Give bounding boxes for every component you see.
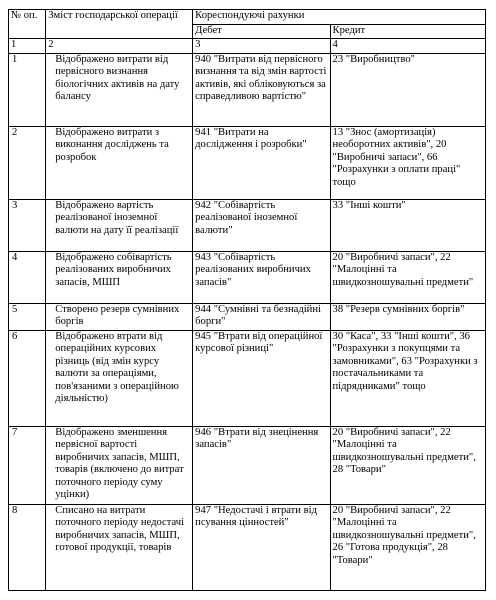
header-num: № оп. [9,10,46,39]
table-row [9,126,486,199]
index-row [9,39,486,54]
row-content: Відображено собівартість реалізованих виробничих запасів, МШП [46,251,193,303]
row-credit: 33 "Інші кошти" [330,199,485,251]
header-corresponding-accounts: Кореспондуючі рахунки [193,10,486,25]
table-row [9,251,486,303]
table-row [9,199,486,251]
row-debit: 943 "Собівартість реалізованих виробничих запасів" [193,251,330,303]
index-cell: 3 [193,39,330,54]
header-credit: Кредит [330,24,485,39]
row-num: 6 [9,330,46,426]
row-debit: 944 "Сумнівні та безнадійні борги" [193,303,330,330]
row-debit: 947 "Недостачі і втрати від псування цінностей" [193,504,330,590]
row-debit: 945 "Втрати від операційної курсової різниці" [193,330,330,426]
header-debit: Дебет [193,24,330,39]
row-content: Списано на витрати поточного періоду недостачі виробничих запасів, МШП, готової продукції, товарів [46,504,193,590]
row-debit: 940 "Витрати від первісного визнання та від змін вартості активів, які обліковуються за справедливою вартістю" [193,53,330,126]
row-num: 4 [9,251,46,303]
row-num: 1 [9,53,46,126]
row-credit: 23 "Виробництво" [330,53,485,126]
header-row [9,10,486,25]
row-credit: 20 "Виробничі запаси", 22 "Малоцінні та швидкозношувальні предмети", 28 "Товари" [330,426,485,504]
row-num: 2 [9,126,46,199]
row-debit: 941 "Витрати на дослідження і розробки" [193,126,330,199]
row-num: 8 [9,504,46,590]
entries-table [8,9,486,591]
index-cell: 2 [46,39,193,54]
row-content: Відображено втрати від операційних курсових різниць (від змін курсу валюти за операціями, пов'язаними з операційною діяльністю) [46,330,193,426]
row-credit: 13 "Знос (амортизація) необоротних активів", 20 "Виробничі запаси", 66 "Розрахунки з оплати праці" тощо [330,126,485,199]
row-debit: 942 "Собівартість реалізованої іноземної валюти" [193,199,330,251]
row-content: Відображено витрати від первісного визнання біологічних активів на дату балансу [46,53,193,126]
table-row [9,53,486,126]
row-credit: 38 "Резерв сумнівних боргів" [330,303,485,330]
header-content: Зміст господарської операції [46,10,193,39]
index-cell: 4 [330,39,485,54]
table-row [9,426,486,504]
row-content: Відображено зменшення первісної вартості виробничих запасів, МШП, товарів (включено до витрат поточного періоду суму уцінки) [46,426,193,504]
row-num: 5 [9,303,46,330]
row-content: Відображено витрати з виконання досліджень та розробок [46,126,193,199]
row-content: Відображено вартість реалізованої іноземної валюти на дату її реалізації [46,199,193,251]
accounting-entries-document [8,9,486,591]
row-content: Створено резерв сумнівних боргів [46,303,193,330]
row-credit: 20 "Виробничі запаси", 22 "Малоцінні та швидкозношувальні предмети", 26 "Готова продукція", 28 "Товари" [330,504,485,590]
row-num: 3 [9,199,46,251]
row-debit: 946 "Втрати від знецінення запасів" [193,426,330,504]
index-cell: 1 [9,39,46,54]
table-row [9,504,486,590]
table-row [9,330,486,426]
row-credit: 30 "Каса", 33 "Інші кошти", 36 "Розрахунки з покупцями та замовниками", 63 "Розрахунки з постачальниками та підрядниками" тощо [330,330,485,426]
table-row [9,303,486,330]
row-num: 7 [9,426,46,504]
row-credit: 20 "Виробничі запаси", 22 "Малоцінні та швидкозношувальні предмети" [330,251,485,303]
